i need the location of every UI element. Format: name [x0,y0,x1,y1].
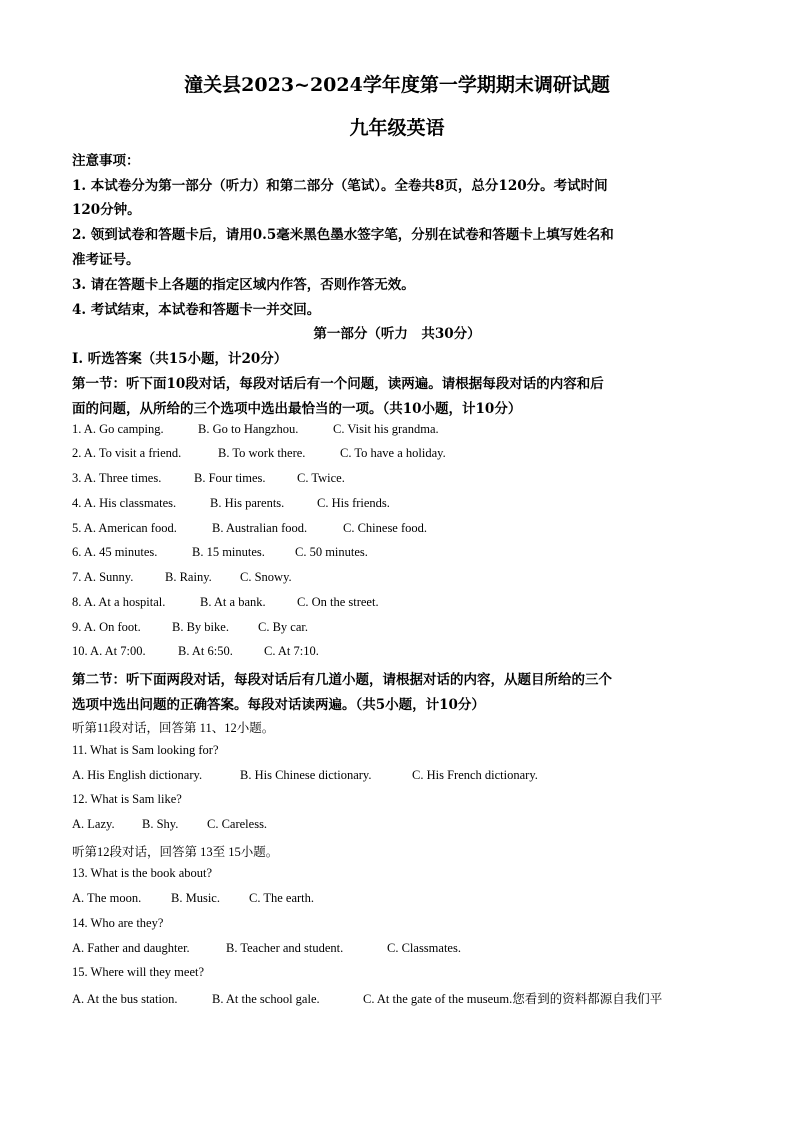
option-b: B. At 6:50. [178,644,233,658]
question-3 [72,471,345,486]
notice-heading: 注意事项： [72,153,140,169]
option-b: B. His Chinese dictionary. [240,768,372,782]
option-b: B. At a bank. [200,595,266,609]
question-15-options [72,989,662,1007]
question-1 [72,422,439,437]
option-c: C. Twice. [297,471,345,485]
option-b: B. Four times. [194,471,266,485]
option-a: 1. A. Go camping. [72,422,164,436]
option-a: A. Father and daughter. [72,941,190,955]
notice-item-2-line-1: 2. 领到试卷和答题卡后，请用0.5毫米黑色墨水签字笔，分别在试卷和答题卡上填写姓名和 [72,227,614,243]
section-1-title: Ⅰ. 听选答案（共15小题，计20分） [72,351,288,367]
option-a: 7. A. Sunny. [72,570,134,584]
exam-title: 潼关县2023~2024学年度第一学期期末调研试题 [184,74,610,96]
question-11-stem: 11. What is Sam looking for? [72,743,219,757]
notice-item-4: 4. 考试结束，本试卷和答题卡一并交回。 [72,302,321,318]
option-a: 9. A. On foot. [72,620,141,634]
option-c: C. Snowy. [240,570,292,584]
question-9 [72,620,308,635]
question-8 [72,595,379,610]
question-12-options [72,817,267,832]
option-c: C. At 7:10. [264,644,319,658]
option-a: 10. A. At 7:00. [72,644,146,658]
notice-item-1-line-1: 1. 本试卷分为第一部分（听力）和第二部分（笔试）。全卷共8页，总分120分。考试时间 [72,178,608,194]
option-b: B. Shy. [142,817,179,831]
section-2-instructions-line-1: 第二节：听下面两段对话，每段对话后有几道小题，请根据对话的内容，从题目所给的三个 [72,672,612,688]
option-a: 4. A. His classmates. [72,496,177,510]
option-a: A. The moon. [72,891,142,905]
option-b: B. Teacher and student. [226,941,344,955]
question-14-options [72,941,461,956]
notice-item-2-line-2: 准考证号。 [72,252,140,268]
question-15-stem: 15. Where will they meet? [72,965,205,979]
question-5 [72,521,427,536]
question-12-stem: 12. What is Sam like? [72,792,182,806]
option-b: B. Australian food. [212,521,308,535]
question-7 [72,570,292,585]
option-c: C. Visit his grandma. [333,422,439,436]
question-13-options [72,891,314,906]
exam-subtitle: 九年级英语 [349,117,445,139]
option-c: C. To have a holiday. [340,446,446,460]
option-a: A. At the bus station. [72,992,178,1006]
option-c: C. The earth. [249,891,315,905]
option-c: C. Chinese food. [343,521,428,535]
dialog-11-intro: 听第11段对话，回答第 11、12小题。 [72,721,275,735]
option-c: C. At the gate of the museum.您看到的资料都源自我们平 [363,992,663,1006]
option-b: B. At the school gale. [212,992,320,1006]
option-c: C. By car. [258,620,308,634]
question-2 [72,446,446,461]
option-b: B. Rainy. [165,570,212,584]
option-b: B. 15 minutes. [192,545,265,559]
question-14-stem: 14. Who are they? [72,916,164,930]
option-a: 6. A. 45 minutes. [72,545,158,559]
option-c: C. His French dictionary. [412,768,538,782]
option-c: C. Classmates. [387,941,461,955]
question-6 [72,545,368,560]
section-1-instructions-line-1: 第一节：听下面10段对话，每段对话后有一个问题，读两遍。请根据每段对话的内容和后 [72,376,604,392]
option-a: 2. A. To visit a friend. [72,446,182,460]
option-b: B. To work there. [218,446,306,460]
option-c: C. On the street. [297,595,379,609]
option-c: C. Careless. [207,817,268,831]
question-11-options [72,768,538,783]
section-1-instructions-line-2: 面的问题，从所给的三个选项中选出最恰当的一项。（共10小题，计10分） [72,401,522,417]
option-c: C. 50 minutes. [295,545,368,559]
notice-item-3: 3. 请在答题卡上各题的指定区域内作答，否则作答无效。 [72,277,415,293]
option-a: A. His English dictionary. [72,768,203,782]
question-10 [72,644,319,659]
option-a: 5. A. American food. [72,521,177,535]
question-4 [72,496,390,511]
option-c: C. His friends. [317,496,390,510]
option-a: 8. A. At a hospital. [72,595,166,609]
part-1-title: 第一部分（听力 共30分） [313,326,481,342]
option-b: B. Go to Hangzhou. [198,422,299,436]
option-a: 3. A. Three times. [72,471,162,485]
option-b: B. His parents. [210,496,285,510]
option-b: B. By bike. [172,620,229,634]
option-a: A. Lazy. [72,817,115,831]
notice-item-1-line-2: 120分钟。 [72,202,141,218]
question-13-stem: 13. What is the book about? [72,866,213,880]
option-b: B. Music. [171,891,220,905]
dialog-12-intro: 听第12段对话，回答第 13至 15小题。 [72,845,279,859]
section-2-instructions-line-2: 选项中选出问题的正确答案。每段对话读两遍。（共5小题，计10分） [72,697,485,713]
